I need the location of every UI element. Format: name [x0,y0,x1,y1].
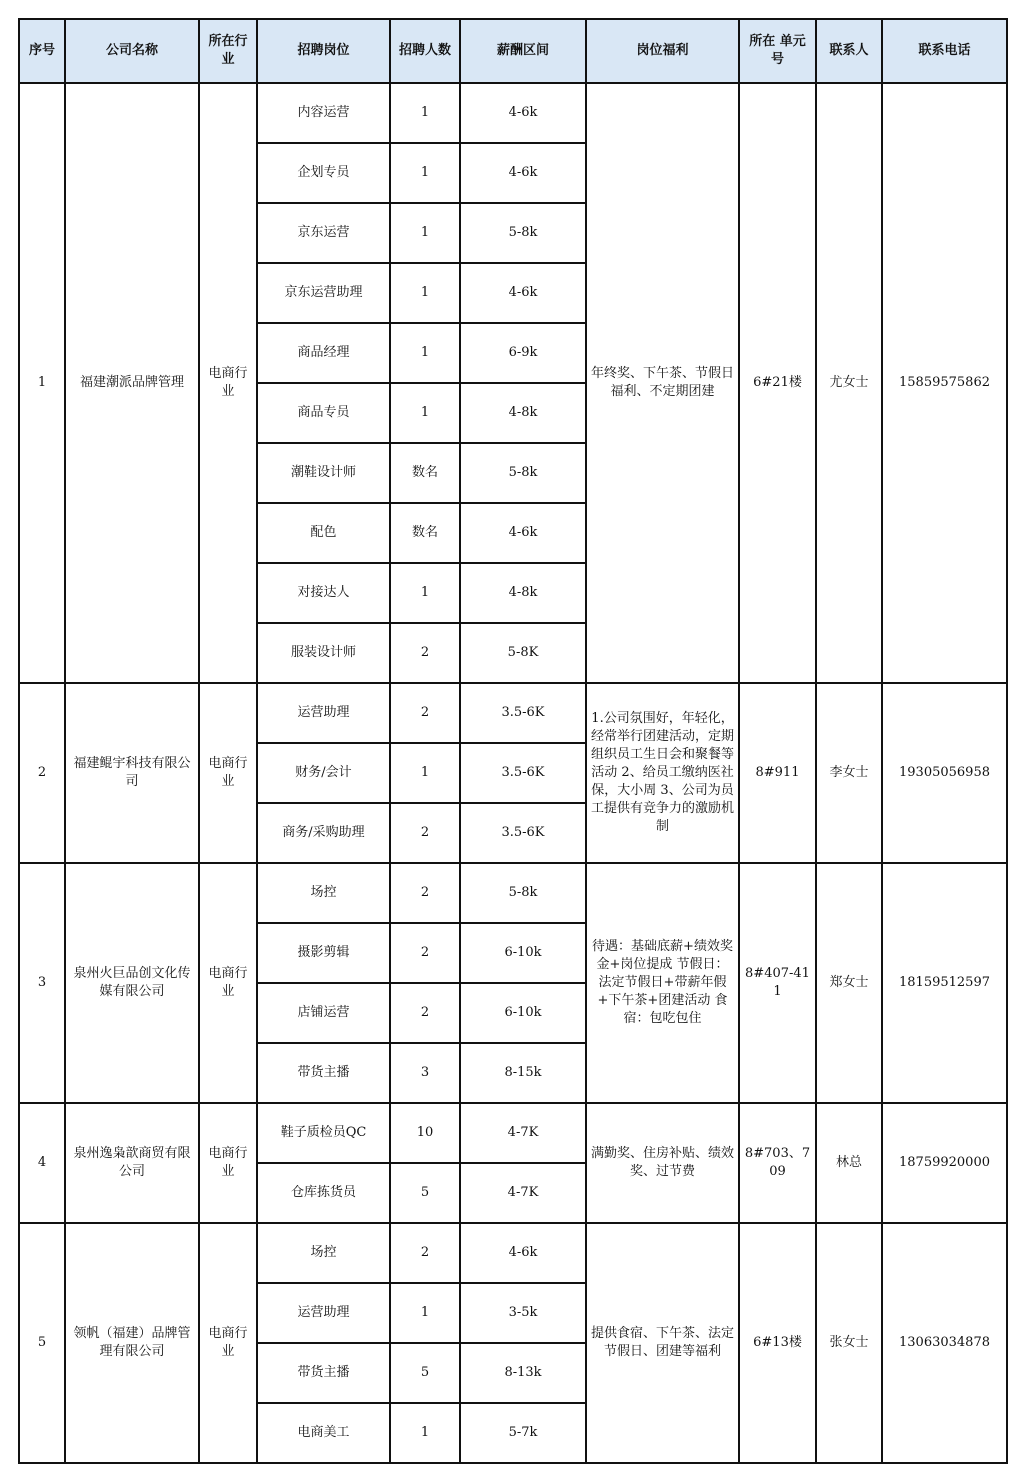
contact-person: 尤女士 [816,83,882,683]
job-count: 5 [390,1163,460,1223]
job-salary: 6-10k [460,923,586,983]
job-salary: 4-6k [460,83,586,143]
contact-phone: 19305056958 [882,683,1007,863]
header-benefits: 岗位福利 [586,19,739,83]
contact-person: 张女士 [816,1223,882,1463]
job-count: 1 [390,323,460,383]
company-name: 泉州火巨品创文化传媒有限公司 [65,863,199,1103]
job-title: 摄影剪辑 [257,923,390,983]
job-count: 数名 [390,443,460,503]
job-title: 场控 [257,1223,390,1283]
unit-number: 6#13楼 [739,1223,816,1463]
job-count: 1 [390,83,460,143]
benefits: 满勤奖、住房补贴、绩效奖、过节费 [586,1103,739,1223]
job-count: 1 [390,383,460,443]
job-salary: 3.5-6K [460,743,586,803]
header-row [19,19,1007,83]
industry: 电商行业 [199,83,257,683]
unit-number: 6#21楼 [739,83,816,683]
job-salary: 3.5-6K [460,683,586,743]
job-count: 1 [390,563,460,623]
job-salary: 5-8k [460,203,586,263]
table-row [19,863,1007,923]
company-name: 福建潮派品牌管理 [65,83,199,683]
job-salary: 5-8k [460,443,586,503]
job-title: 对接达人 [257,563,390,623]
industry: 电商行业 [199,863,257,1103]
job-salary: 4-6k [460,503,586,563]
unit-number: 8#703、709 [739,1103,816,1223]
contact-phone: 13063034878 [882,1223,1007,1463]
job-count: 2 [390,1223,460,1283]
job-title: 鞋子质检员QC [257,1103,390,1163]
job-count: 2 [390,683,460,743]
header-no: 序号 [19,19,65,83]
job-title: 运营助理 [257,683,390,743]
job-salary: 4-6k [460,1223,586,1283]
job-count: 5 [390,1343,460,1403]
job-count: 2 [390,983,460,1043]
job-salary: 5-8K [460,623,586,683]
contact-phone: 15859575862 [882,83,1007,683]
job-title: 配色 [257,503,390,563]
benefits: 提供食宿、下午茶、法定节假日、团建等福利 [586,1223,739,1463]
company-name: 领帆（福建）品牌管理有限公司 [65,1223,199,1463]
job-count: 1 [390,143,460,203]
job-salary: 4-8k [460,383,586,443]
job-title: 带货主播 [257,1343,390,1403]
job-title: 服装设计师 [257,623,390,683]
job-count: 1 [390,743,460,803]
job-count: 1 [390,1403,460,1463]
table-row [19,683,1007,743]
header-contact: 联系人 [816,19,882,83]
contact-person: 林总 [816,1103,882,1223]
job-salary: 4-7K [460,1163,586,1223]
job-salary: 5-7k [460,1403,586,1463]
job-title: 京东运营助理 [257,263,390,323]
header-phone: 联系电话 [882,19,1007,83]
contact-person: 郑女士 [816,863,882,1103]
industry: 电商行业 [199,1103,257,1223]
job-title: 财务/会计 [257,743,390,803]
job-title: 仓库拣货员 [257,1163,390,1223]
job-title: 京东运营 [257,203,390,263]
benefits: 年终奖、下午茶、节假日福利、不定期团建 [586,83,739,683]
job-salary: 4-6k [460,143,586,203]
company-name: 福建鲲宇科技有限公司 [65,683,199,863]
industry: 电商行业 [199,683,257,863]
row-number: 1 [19,83,65,683]
job-salary: 8-13k [460,1343,586,1403]
job-count: 3 [390,1043,460,1103]
row-number: 4 [19,1103,65,1223]
job-title: 企划专员 [257,143,390,203]
job-listing-table [18,18,1008,1464]
header-salary: 薪酬区间 [460,19,586,83]
job-salary: 5-8k [460,863,586,923]
job-title: 商品专员 [257,383,390,443]
row-number: 2 [19,683,65,863]
header-unit: 所在 单元号 [739,19,816,83]
job-title: 带货主播 [257,1043,390,1103]
job-salary: 4-8k [460,563,586,623]
job-salary: 4-7K [460,1103,586,1163]
header-count: 招聘人数 [390,19,460,83]
job-title: 店铺运营 [257,983,390,1043]
header-position: 招聘岗位 [257,19,390,83]
table-body [19,83,1007,1463]
job-count: 2 [390,923,460,983]
contact-phone: 18759920000 [882,1103,1007,1223]
job-salary: 6-10k [460,983,586,1043]
job-count: 1 [390,263,460,323]
table-row [19,1103,1007,1163]
industry: 电商行业 [199,1223,257,1463]
row-number: 5 [19,1223,65,1463]
job-salary: 3.5-6K [460,803,586,863]
job-title: 内容运营 [257,83,390,143]
job-salary: 3-5k [460,1283,586,1343]
benefits: 待遇：基础底薪+绩效奖金+岗位提成 节假日：法定节假日+带薪年假+下午茶+团建活动 食宿：包吃包住 [586,863,739,1103]
company-name: 泉州逸枭歆商贸有限公司 [65,1103,199,1223]
contact-person: 李女士 [816,683,882,863]
job-title: 场控 [257,863,390,923]
job-count: 2 [390,623,460,683]
row-number: 3 [19,863,65,1103]
job-salary: 6-9k [460,323,586,383]
job-salary: 4-6k [460,263,586,323]
job-count: 10 [390,1103,460,1163]
table-row [19,1223,1007,1283]
header-industry: 所在行业 [199,19,257,83]
job-title: 运营助理 [257,1283,390,1343]
header-company: 公司名称 [65,19,199,83]
unit-number: 8#911 [739,683,816,863]
job-title: 电商美工 [257,1403,390,1463]
job-title: 潮鞋设计师 [257,443,390,503]
job-count: 1 [390,203,460,263]
unit-number: 8#407-411 [739,863,816,1103]
job-count: 2 [390,863,460,923]
job-count: 数名 [390,503,460,563]
job-count: 1 [390,1283,460,1343]
table-row [19,83,1007,143]
benefits: 1.公司氛围好，年轻化，经常举行团建活动，定期组织员工生日会和聚餐等活动 2、给员工缴纳医社保，大小周 3、公司为员工提供有竞争力的激励机制 [586,683,739,863]
job-title: 商品经理 [257,323,390,383]
contact-phone: 18159512597 [882,863,1007,1103]
job-count: 2 [390,803,460,863]
job-salary: 8-15k [460,1043,586,1103]
job-title: 商务/采购助理 [257,803,390,863]
